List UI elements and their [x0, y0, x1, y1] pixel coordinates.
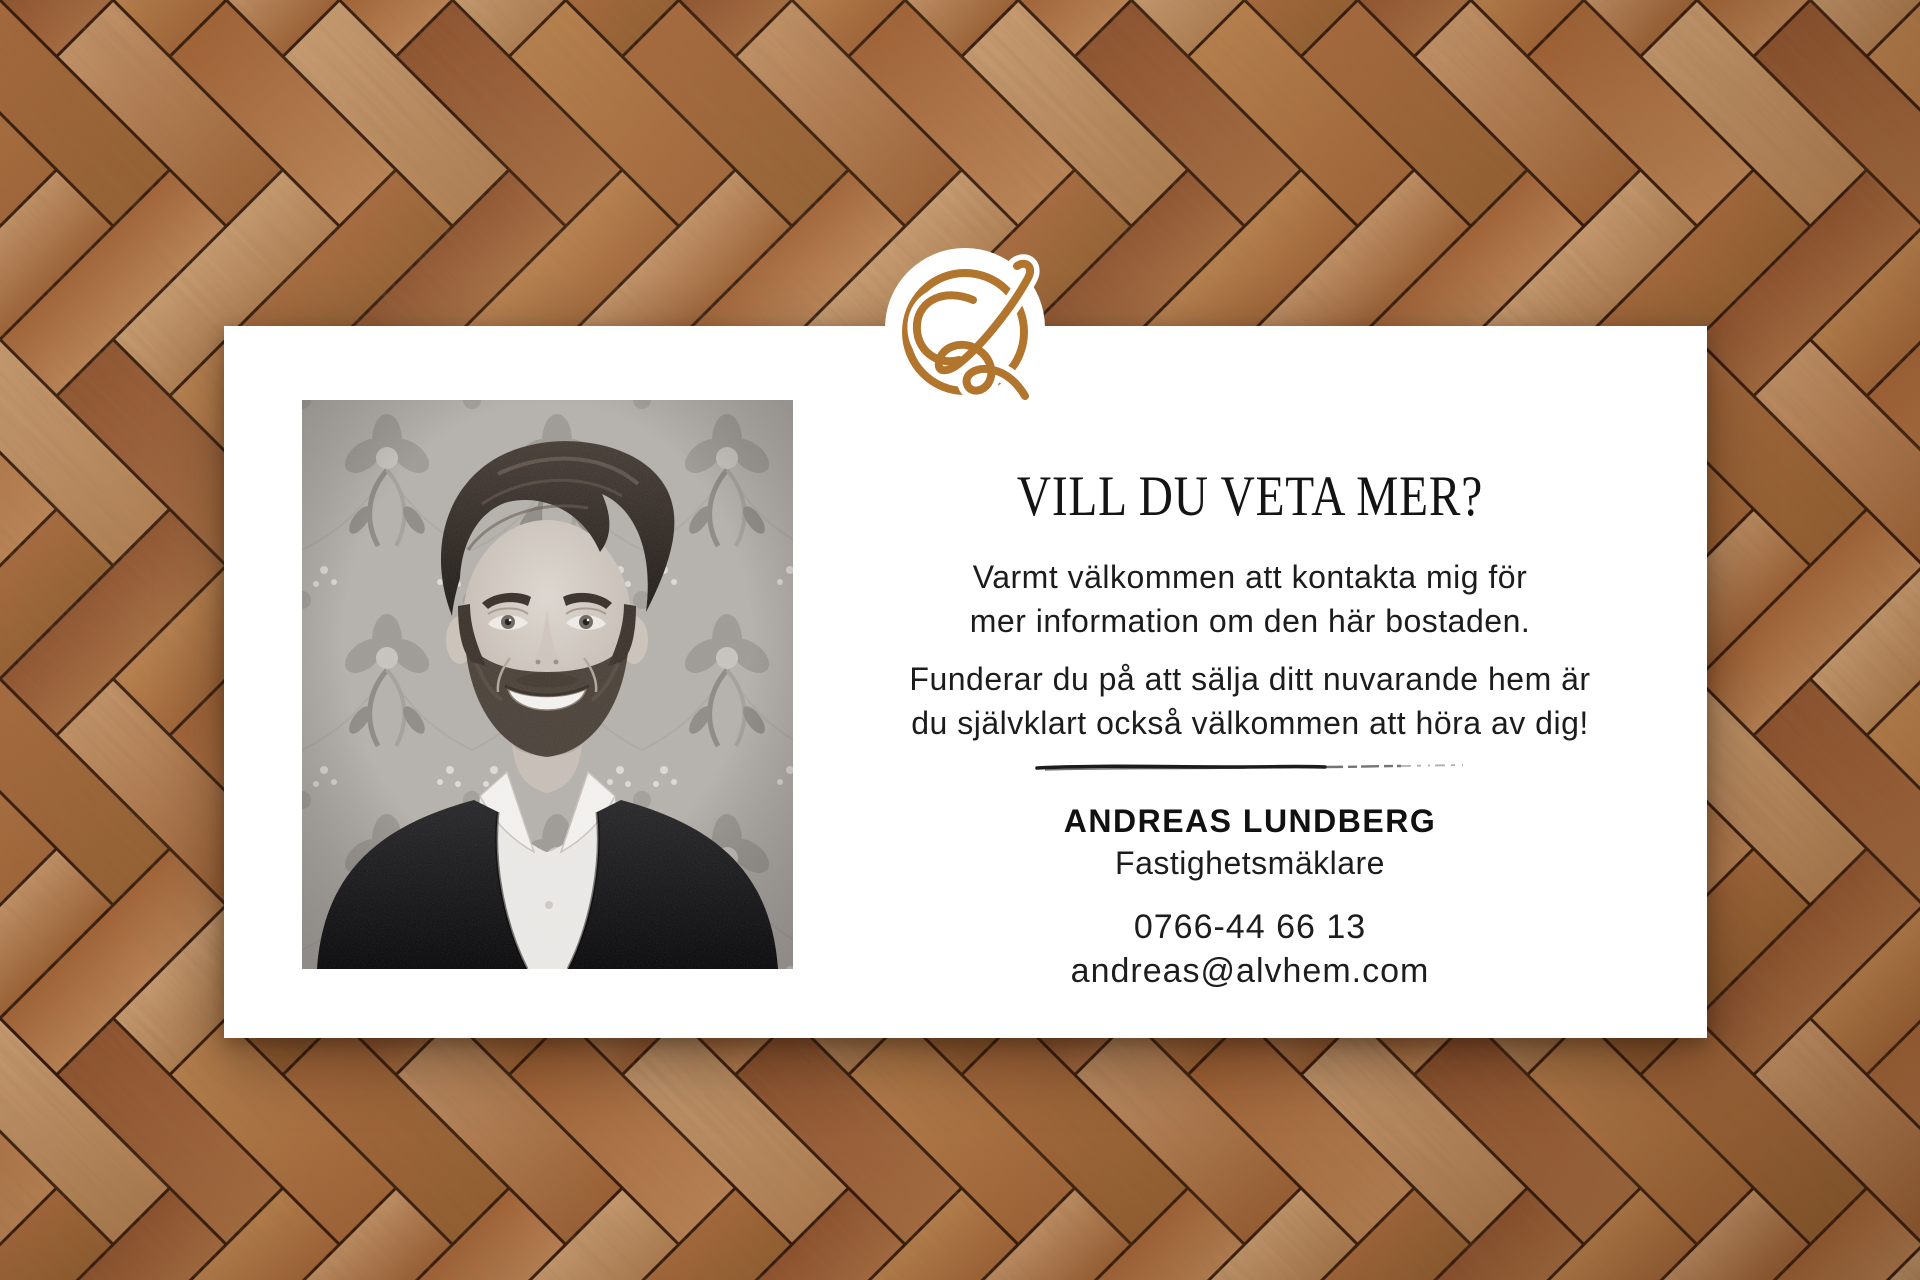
selling-paragraph	[793, 657, 1707, 745]
agent-name: ANDREAS LUNDBERG	[1063, 802, 1437, 839]
agent-email[interactable]: andreas@alvhem.com	[1070, 951, 1430, 990]
agent-title: Fastighetsmäklare	[1115, 844, 1385, 881]
selling-line-1: Funderar du på att sälja ditt nuvarande hem är	[909, 660, 1591, 697]
intro-paragraph	[793, 555, 1707, 643]
intro-line-1: Varmt välkommen att kontakta mig för	[972, 558, 1528, 595]
selling-line-2: du självklart också välkommen att höra av dig!	[911, 704, 1589, 741]
contact-card	[224, 326, 1707, 1038]
card-text-column	[793, 326, 1707, 991]
brush-divider	[1035, 761, 1465, 773]
intro-line-2: mer information om den här bostaden.	[969, 602, 1531, 639]
portrait-photo	[302, 400, 793, 969]
agent-phone[interactable]: 0766-44 66 13	[1133, 907, 1367, 946]
page-title: VILL DU VETA MER?	[1016, 465, 1484, 528]
